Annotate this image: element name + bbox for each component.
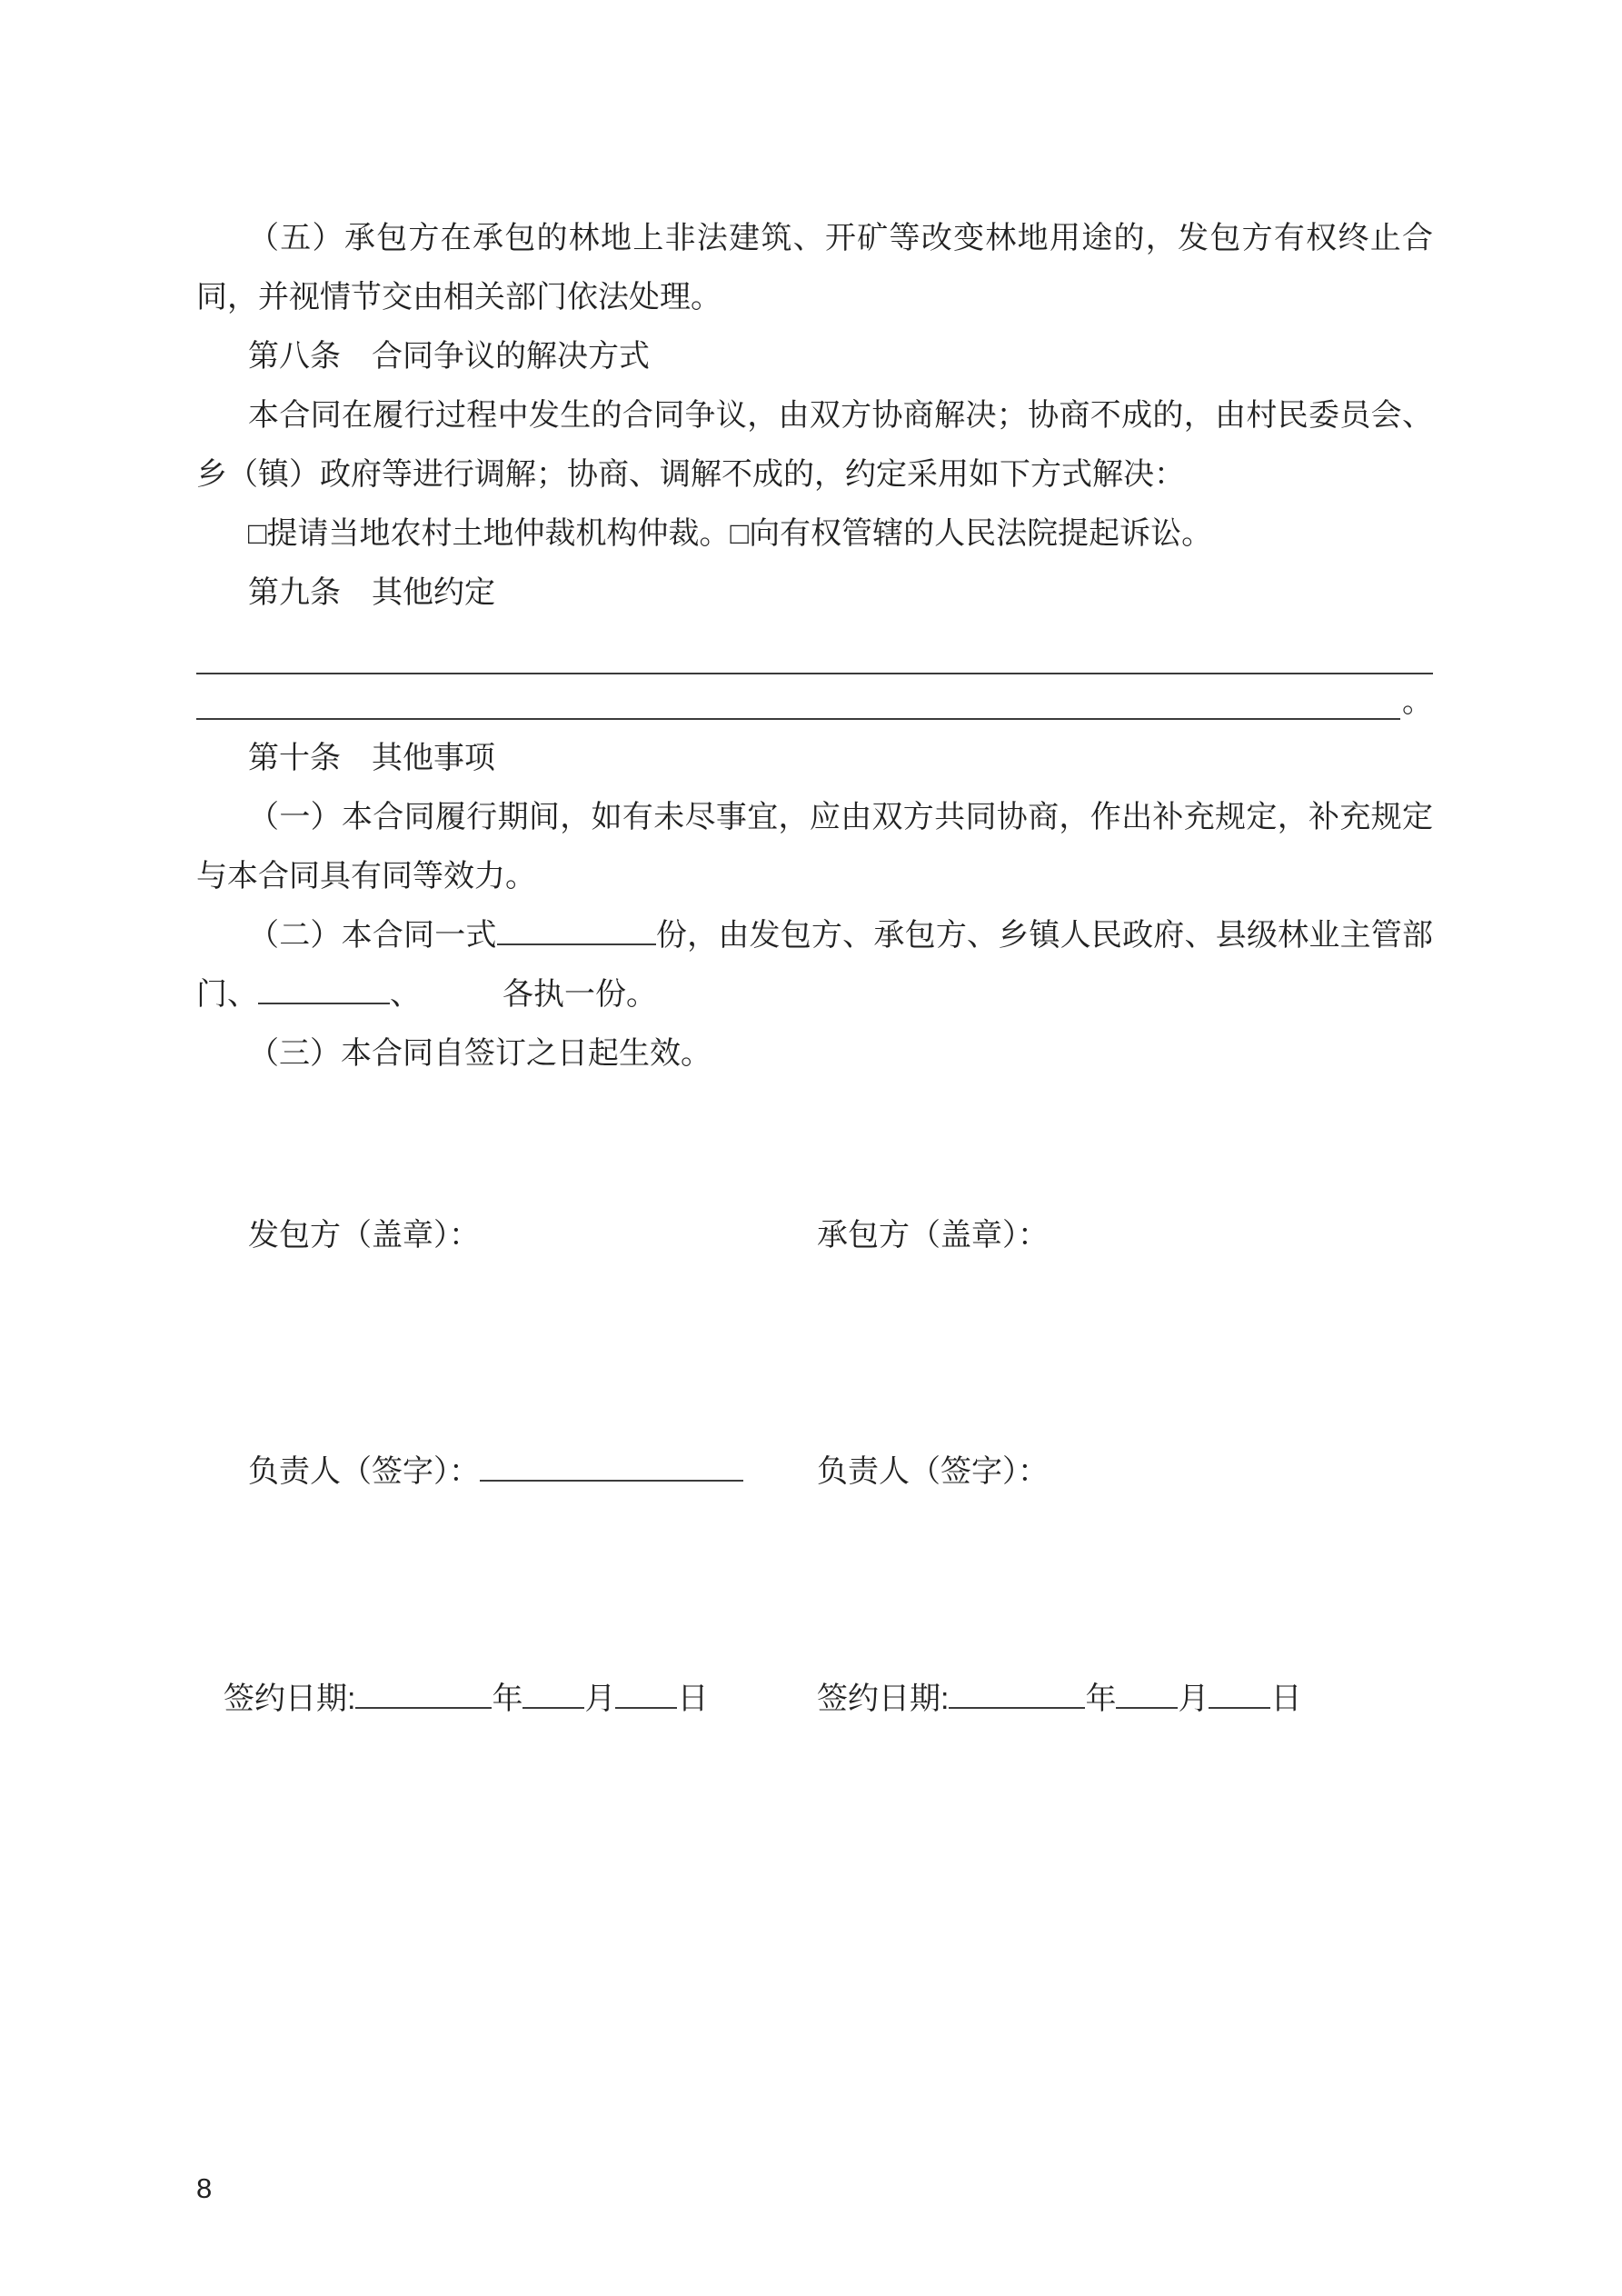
party-b-signer-label: 负责人（签字）： <box>817 1454 1049 1489</box>
blank-line-period: 。 <box>1402 684 1433 719</box>
article-10-item-1: （一）本合同履行期间，如有未尽事宜，应由双方共同协商，作出补充规定，补充规定与本合同具有同等效力。 <box>196 800 1433 893</box>
item-2-mid: 份，由发包方、承包方、乡镇人民政府、县级林业主管部门、 <box>196 918 1434 1012</box>
signing-date-row <box>196 1670 1433 1729</box>
article-10-item-2 <box>196 906 1433 1024</box>
month-label: 月 <box>584 1682 616 1716</box>
article-10-heading: 第十条 其他事项 <box>248 741 495 775</box>
item-2-comma: 、 <box>390 977 421 1012</box>
party-a-signer-group <box>248 1454 743 1489</box>
party-b-seal-label: 承包方（盖章）： <box>817 1218 1049 1253</box>
party-a-signer-label: 负责人（签字）： <box>248 1454 480 1489</box>
party-a-day-blank <box>615 1700 677 1709</box>
party-b-month-blank <box>1116 1700 1178 1709</box>
article-9-heading: 第九条 其他约定 <box>248 575 495 610</box>
year-label: 年 <box>492 1682 523 1716</box>
blank-line-rule <box>196 673 1400 720</box>
page-number: 8 <box>196 2172 213 2204</box>
party-a-signer-blank <box>480 1472 743 1482</box>
party-a-month-blank <box>522 1700 584 1709</box>
litigation-option: □向有权管辖的人民法院提起诉讼。 <box>730 516 1213 551</box>
other-holder-blank <box>258 995 390 1004</box>
item-2-prefix: （二）本合同一式 <box>248 918 497 953</box>
month-label: 月 <box>1178 1682 1209 1716</box>
article-9-blank-line-2 <box>196 674 1433 720</box>
party-b-date-label: 签约日期: <box>817 1682 950 1716</box>
signer-signature-row <box>196 1442 1433 1502</box>
year-label: 年 <box>1085 1682 1117 1716</box>
article-8-heading: 第八条 合同争议的解决方式 <box>248 339 650 374</box>
party-a-seal-label: 发包方（盖章）： <box>248 1218 480 1253</box>
day-label: 日 <box>677 1682 709 1716</box>
clause-5-paragraph: （五）承包方在承包的林地上非法建筑、开矿等改变林地用途的，发包方有权终止合同，并视情节交由相关部门依法处理。 <box>196 221 1433 314</box>
arbitration-option: □提请当地农村土地仲裁机构仲裁。 <box>248 516 731 551</box>
party-a-sign-date <box>224 1682 708 1716</box>
party-b-day-blank <box>1209 1700 1270 1709</box>
copies-count-blank <box>497 936 656 945</box>
party-a-year-blank <box>355 1700 492 1709</box>
article-8-body: 本合同在履行过程中发生的合同争议，由双方协商解决；协商不成的，由村民委员会、乡（镇）政府等进行调解；协商、调解不成的，约定采用如下方式解决： <box>196 398 1433 492</box>
party-b-sign-date <box>817 1670 1301 1729</box>
item-2-suffix: 各执一份。 <box>503 977 657 1012</box>
article-9-blank-line-1 <box>196 623 1433 674</box>
dispute-resolution-options <box>196 504 1433 564</box>
seal-signature-row <box>196 1206 1433 1265</box>
day-label: 日 <box>1270 1682 1302 1716</box>
party-a-date-label: 签约日期: <box>224 1682 356 1716</box>
article-10-item-3: （三）本合同自签订之日起生效。 <box>248 1036 711 1071</box>
party-b-year-blank <box>949 1700 1085 1709</box>
document-body <box>196 209 1433 1729</box>
